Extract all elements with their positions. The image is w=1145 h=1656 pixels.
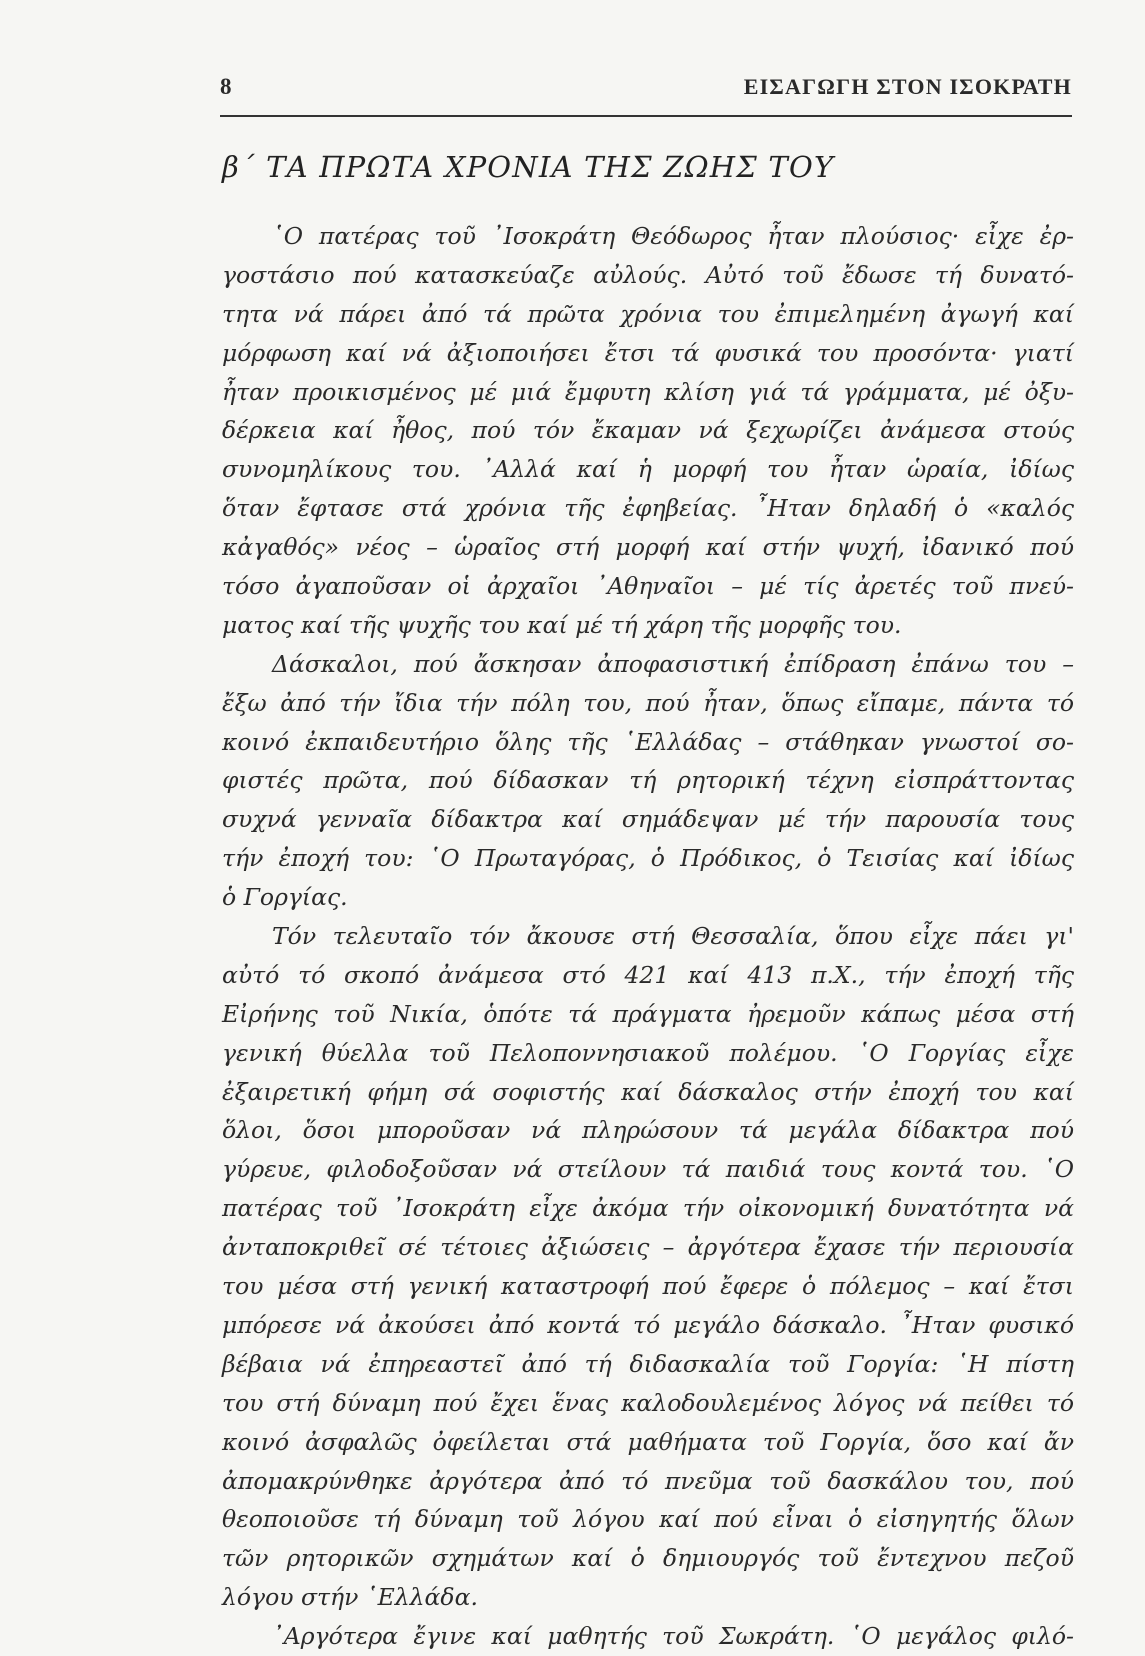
section-heading: β΄ ΤΑ ΠΡΩΤΑ ΧΡΟΝΙΑ ΤΗΣ ΖΩΗΣ ΤΟΥ <box>222 150 835 184</box>
text-line: θεοποιοῦσε τή δύναμη τοῦ λόγου καί πού εἶναι ὁ εἰσηγητής ὅλων <box>222 1505 1074 1534</box>
text-line: μόρφωση καί νά ἀξιοποιήσει ἔτσι τά φυσικά του προσόντα· γιατί <box>222 338 1074 367</box>
text-line: τόσο ἀγαποῦσαν οἱ ἀρχαῖοι ᾿Αθηναῖοι – μέ τίς ἀρετές τοῦ πνεύ- <box>222 572 1074 601</box>
text-line: κἀγαθός» νέος – ὡραῖος στή μορφή καί στήν ψυχή, ἰδανικό πού <box>222 533 1074 562</box>
text-line: κοινό ἀσφαλῶς ὀφείλεται στά μαθήματα τοῦ Γοργία, ὅσο καί ἄν <box>222 1427 1074 1456</box>
text-line: ἔξω ἀπό τήν ἴδια τήν πόλη του, πού ἦταν, ὅπως εἴπαμε, πάντα τό <box>222 688 1074 717</box>
text-line: συνομηλίκους του. ᾿Αλλά καί ἡ μορφή του ἦταν ὡραία, ἰδίως <box>222 455 1074 484</box>
text-line: συχνά γενναῖα δίδακτρα καί σημάδεψαν μέ τήν παρουσία τους <box>222 805 1074 834</box>
running-head <box>220 74 1072 108</box>
text-line: ματος καί τῆς ψυχῆς του καί μέ τή χάρη τῆς μορφῆς του. <box>222 610 902 639</box>
text-line: ὅταν ἔφτασε στά χρόνια τῆς ἐφηβείας. ῏Ηταν δηλαδή ὁ «καλός <box>222 494 1074 523</box>
text-line: Τόν τελευταῖο τόν ἄκουσε στή Θεσσαλία, ὅπου εἶχε πάει γι' <box>272 922 1074 951</box>
text-line: ἐξαιρετική φήμη σά σοφιστής καί δάσκαλος στήν ἐποχή του καί <box>222 1077 1074 1106</box>
text-line: βέβαια νά ἐπηρεαστεῖ ἀπό τή διδασκαλία τοῦ Γοργία: ῾Η πίστη <box>222 1349 1074 1378</box>
page-number: 8 <box>220 74 233 99</box>
text-line: πατέρας τοῦ ᾿Ισοκράτη εἶχε ἀκόμα τήν οἰκονομική δυνατότητα νά <box>222 1194 1074 1223</box>
text-line: τήν ἐποχή του: ῾Ο Πρωταγόρας, ὁ Πρόδικος, ὁ Τεισίας καί ἰδίως <box>222 844 1074 873</box>
text-line: δέρκεια καί ἦθος, πού τόν ἔκαμαν νά ξεχωρίζει ἀνάμεσα στούς <box>222 416 1074 445</box>
text-line: λόγου στήν ῾Ελλάδα. <box>222 1583 478 1612</box>
text-line: ἀπομακρύνθηκε ἀργότερα ἀπό τό πνεῦμα τοῦ δασκάλου του, πού <box>222 1466 1074 1495</box>
text-line: τῶν ρητορικῶν σχημάτων καί ὁ δημιουργός τοῦ ἔντεχνου πεζοῦ <box>222 1544 1074 1573</box>
text-line: του στή δύναμη πού ἔχει ἕνας καλοδουλεμένος λόγος νά πείθει τό <box>222 1388 1074 1417</box>
text-line: αὐτό τό σκοπό ἀνάμεσα στό 421 καί 413 π.Χ., τήν ἐποχή τῆς <box>222 960 1074 989</box>
text-line: τητα νά πάρει ἀπό τά πρῶτα χρόνια του ἐπιμελημένη ἀγωγή καί <box>222 299 1074 328</box>
text-line: μπόρεσε νά ἀκούσει ἀπό κοντά τό μεγάλο δάσκαλο. ῏Ηταν φυσικό <box>222 1310 1074 1339</box>
text-line: κοινό ἐκπαιδευτήριο ὅλης τῆς ῾Ελλάδας – στάθηκαν γνωστοί σο- <box>222 727 1074 756</box>
body-text <box>222 217 1074 1656</box>
running-title: ΕΙΣΑΓΩΓΗ ΣΤΟΝ ΙΣΟΚΡΑΤΗ <box>743 74 1072 99</box>
text-line: γοστάσιο πού κατασκεύαζε αὐλούς. Αὐτό τοῦ ἔδωσε τή δυνατό- <box>222 260 1074 289</box>
header-rule <box>220 115 1072 117</box>
text-line: Δάσκαλοι, πού ἄσκησαν ἀποφασιστική ἐπίδραση ἐπάνω του – <box>272 649 1074 678</box>
text-line: ὅλοι, ὅσοι μποροῦσαν νά πληρώσουν τά μεγάλα δίδακτρα πού <box>222 1116 1074 1145</box>
text-line: ῾Ο πατέρας τοῦ ᾿Ισοκράτη Θεόδωρος ἦταν πλούσιος· εἶχε ἐρ- <box>272 222 1074 250</box>
text-line: Εἰρήνης τοῦ Νικία, ὁπότε τά πράγματα ἠρεμοῦν κάπως μέσα στή <box>222 999 1074 1028</box>
text-line: ᾿Αργότερα ἔγινε καί μαθητής τοῦ Σωκράτη. ῾Ο μεγάλος φιλό- <box>272 1622 1074 1651</box>
text-line: γενική θύελλα τοῦ Πελοποννησιακοῦ πολέμου. ῾Ο Γοργίας εἶχε <box>222 1038 1074 1067</box>
text-line: ἦταν προικισμένος μέ μιά ἔμφυτη κλίση γιά τά γράμματα, μέ ὀξυ- <box>222 377 1074 406</box>
text-line: γύρευε, φιλοδοξοῦσαν νά στείλουν τά παιδιά τους κοντά του. ῾Ο <box>222 1155 1074 1184</box>
text-line: φιστές πρῶτα, πού δίδασκαν τή ρητορική τέχνη εἰσπράττοντας <box>222 766 1074 795</box>
text-line: ἀνταποκριθεῖ σέ τέτοιες ἀξιώσεις – ἀργότερα ἔχασε τήν περιουσία <box>222 1233 1074 1262</box>
text-line: ὁ Γοργίας. <box>222 883 348 912</box>
text-line: του μέσα στή γενική καταστροφή πού ἔφερε ὁ πόλεμος – καί ἔτσι <box>222 1272 1074 1301</box>
